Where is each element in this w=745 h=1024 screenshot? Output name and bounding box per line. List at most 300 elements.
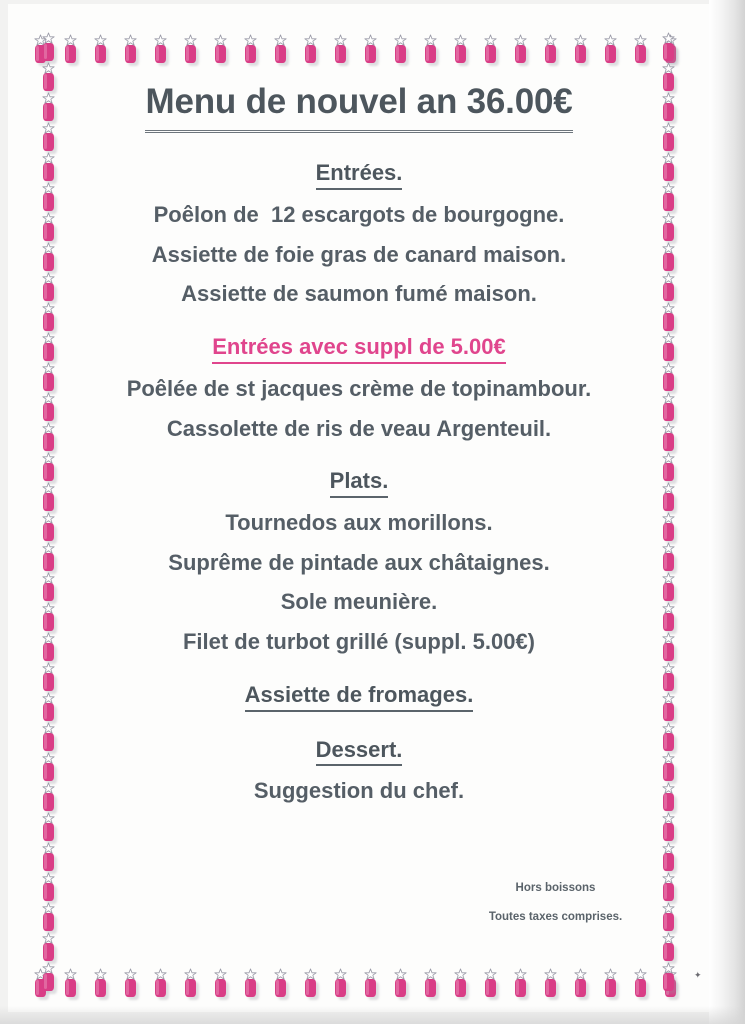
christmas-cracker-icon: [658, 362, 680, 392]
menu-item: Tournedos aux morillons.: [225, 509, 493, 535]
star-icon: [392, 34, 409, 49]
star-icon: [362, 968, 379, 983]
star-icon: [660, 842, 677, 857]
christmas-cracker-icon: [600, 968, 622, 998]
star-icon: [40, 422, 57, 437]
cracker-body: [663, 163, 674, 181]
cracker-body: [485, 45, 496, 63]
star-icon: [92, 968, 109, 983]
star-icon: [660, 392, 677, 407]
cracker-body: [43, 733, 54, 751]
cracker-body: [43, 943, 54, 961]
christmas-cracker-icon: [38, 212, 60, 242]
star-icon: [392, 968, 409, 983]
christmas-cracker-icon: [38, 122, 60, 152]
cracker-body: [275, 45, 286, 63]
christmas-cracker-icon: [38, 392, 60, 422]
menu-sections: [78, 141, 640, 810]
star-icon: [40, 182, 57, 197]
star-icon: [32, 34, 49, 49]
cracker-body: [43, 163, 54, 181]
cracker-body: [663, 493, 674, 511]
scan-edge-shadow-right: [709, 0, 745, 1024]
star-icon: [602, 34, 619, 49]
christmas-cracker-icon: [38, 962, 60, 992]
cracker-body: [365, 45, 376, 63]
christmas-cracker-icon: [660, 968, 682, 998]
cracker-body: [43, 463, 54, 481]
cracker-body: [663, 193, 674, 211]
star-icon: [40, 482, 57, 497]
christmas-cracker-icon: [38, 902, 60, 932]
star-icon: [662, 968, 679, 983]
footnote-text: Toutes taxes comprises.: [488, 910, 623, 923]
star-icon: [40, 212, 57, 227]
star-icon: [660, 362, 677, 377]
star-icon: [302, 968, 319, 983]
christmas-cracker-icon: [658, 152, 680, 182]
star-icon: [40, 662, 57, 677]
menu-section-entrees: [78, 141, 640, 196]
star-icon: [212, 968, 229, 983]
star-icon: [40, 842, 57, 857]
star-icon: [660, 512, 677, 527]
menu-item: Poêlon de 12 escargots de bourgogne.: [153, 201, 565, 227]
cracker-body: [663, 943, 674, 961]
christmas-cracker-icon: [658, 122, 680, 152]
christmas-cracker-icon: [38, 842, 60, 872]
star-icon: [242, 34, 259, 49]
cracker-body: [43, 193, 54, 211]
cracker-body: [43, 583, 54, 601]
christmas-cracker-icon: [38, 632, 60, 662]
star-icon: [660, 92, 677, 107]
star-icon: [242, 968, 259, 983]
cracker-body: [95, 45, 106, 63]
cracker-body: [575, 979, 586, 997]
cracker-body: [663, 613, 674, 631]
star-icon: [542, 34, 559, 49]
star-icon: [422, 34, 439, 49]
cracker-body: [43, 343, 54, 361]
section-heading-fromages: Assiette de fromages.: [245, 681, 474, 712]
christmas-cracker-icon: [240, 968, 262, 998]
star-icon: [660, 932, 677, 947]
cracker-body: [605, 45, 616, 63]
cracker-body: [663, 103, 674, 121]
cracker-body: [65, 45, 76, 63]
cracker-body: [663, 703, 674, 721]
christmas-cracker-icon: [150, 968, 172, 998]
star-icon: [660, 692, 677, 707]
star-icon: [152, 968, 169, 983]
cracker-body: [635, 979, 646, 997]
star-icon: [182, 968, 199, 983]
cracker-body: [305, 979, 316, 997]
cracker-body: [515, 979, 526, 997]
christmas-cracker-icon: [90, 968, 112, 998]
cracker-body: [605, 979, 616, 997]
cracker-body: [635, 45, 646, 63]
christmas-cracker-icon: [658, 632, 680, 662]
cracker-body: [665, 45, 676, 63]
christmas-cracker-icon: [360, 34, 382, 64]
christmas-cracker-icon: [38, 62, 60, 92]
star-icon: [40, 62, 57, 77]
star-icon: [40, 392, 57, 407]
christmas-cracker-icon: [480, 34, 502, 64]
christmas-cracker-icon: [658, 452, 680, 482]
cracker-body: [43, 853, 54, 871]
cracker-body: [663, 793, 674, 811]
christmas-cracker-icon: [658, 512, 680, 542]
star-icon: [122, 968, 139, 983]
star-icon: [40, 752, 57, 767]
star-icon: [660, 332, 677, 347]
star-icon: [62, 34, 79, 49]
star-icon: [40, 302, 57, 317]
christmas-cracker-icon: [30, 968, 52, 998]
cracker-body: [65, 979, 76, 997]
christmas-cracker-icon: [658, 182, 680, 212]
christmas-cracker-icon: [658, 212, 680, 242]
cracker-body: [485, 979, 496, 997]
star-icon: [660, 722, 677, 737]
star-icon: [660, 32, 677, 47]
cracker-body: [663, 763, 674, 781]
section-heading-dessert: Dessert.: [316, 736, 403, 767]
star-icon: [272, 34, 289, 49]
cracker-body: [335, 45, 346, 63]
cracker-body: [663, 823, 674, 841]
star-icon: [660, 632, 677, 647]
cracker-body: [663, 373, 674, 391]
cracker-body: [43, 493, 54, 511]
christmas-cracker-icon: [38, 722, 60, 752]
christmas-cracker-icon: [658, 662, 680, 692]
cracker-body: [155, 45, 166, 63]
cracker-body: [43, 403, 54, 421]
christmas-cracker-icon: [38, 182, 60, 212]
christmas-cracker-icon: [38, 932, 60, 962]
cracker-body: [43, 133, 54, 151]
cracker-body: [43, 673, 54, 691]
star-icon: [660, 962, 677, 977]
star-icon: [660, 602, 677, 617]
cracker-body: [43, 553, 54, 571]
christmas-cracker-icon: [38, 512, 60, 542]
christmas-cracker-icon: [38, 812, 60, 842]
footnote-text: Hors boissons: [515, 882, 596, 894]
star-icon: [452, 968, 469, 983]
cracker-body: [663, 553, 674, 571]
menu-item: Suprême de pintade aux châtaignes.: [168, 549, 550, 575]
christmas-cracker-icon: [600, 34, 622, 64]
cracker-body: [395, 979, 406, 997]
christmas-cracker-icon: [38, 242, 60, 272]
cracker-body: [545, 979, 556, 997]
star-icon: [40, 572, 57, 587]
christmas-cracker-icon: [658, 692, 680, 722]
page-title: Menu de nouvel an 36.00€: [145, 82, 572, 133]
cracker-body: [43, 223, 54, 241]
star-icon: [40, 152, 57, 167]
cracker-body: [43, 103, 54, 121]
star-icon: [660, 212, 677, 227]
star-icon: [212, 34, 229, 49]
cracker-body: [43, 313, 54, 331]
star-icon: [40, 92, 57, 107]
star-icon: [40, 872, 57, 887]
cracker-body: [663, 523, 674, 541]
menu-footnotes: [438, 874, 673, 932]
christmas-cracker-icon: [38, 152, 60, 182]
christmas-cracker-icon: [38, 482, 60, 512]
cracker-body: [663, 673, 674, 691]
christmas-cracker-icon: [120, 34, 142, 64]
cracker-body: [43, 43, 54, 61]
christmas-cracker-icon: [658, 32, 680, 62]
cracker-body: [663, 643, 674, 661]
cracker-body: [663, 223, 674, 241]
star-icon: [182, 34, 199, 49]
cracker-body: [663, 853, 674, 871]
star-icon: [40, 962, 57, 977]
menu-item: Assiette de foie gras de canard maison.: [151, 241, 567, 267]
star-icon: [660, 572, 677, 587]
cracker-body: [335, 979, 346, 997]
cracker-body: [455, 979, 466, 997]
cracker-body: [155, 979, 166, 997]
star-icon: [40, 332, 57, 347]
star-icon: [422, 968, 439, 983]
star-icon: [40, 932, 57, 947]
christmas-cracker-icon: [30, 34, 52, 64]
christmas-cracker-icon: [658, 542, 680, 572]
decorative-border-bottom: [30, 966, 688, 1000]
christmas-cracker-icon: [630, 968, 652, 998]
christmas-cracker-icon: [38, 662, 60, 692]
menu-item: Poêlée de st jacques crème de topinambour.: [126, 375, 592, 401]
menu-content: [78, 82, 640, 812]
christmas-cracker-icon: [658, 392, 680, 422]
section-heading-entrees-supplement: Entrées avec suppl de 5.00€: [212, 333, 506, 364]
christmas-cracker-icon: [390, 968, 412, 998]
cracker-body: [663, 283, 674, 301]
star-icon: [152, 34, 169, 49]
christmas-cracker-icon: [658, 92, 680, 122]
cracker-body: [43, 883, 54, 901]
star-icon: [452, 34, 469, 49]
cracker-body: [95, 979, 106, 997]
star-icon: [40, 902, 57, 917]
star-icon: [512, 34, 529, 49]
star-icon: [40, 542, 57, 557]
cracker-body: [663, 403, 674, 421]
star-icon: [660, 542, 677, 557]
star-icon: [660, 812, 677, 827]
christmas-cracker-icon: [38, 332, 60, 362]
star-icon: [572, 34, 589, 49]
cracker-body: [43, 703, 54, 721]
christmas-cracker-icon: [38, 872, 60, 902]
star-icon: [660, 242, 677, 257]
star-icon: [512, 968, 529, 983]
star-icon: [660, 752, 677, 767]
christmas-cracker-icon: [658, 812, 680, 842]
christmas-cracker-icon: [300, 968, 322, 998]
christmas-cracker-icon: [38, 452, 60, 482]
cracker-body: [663, 733, 674, 751]
cracker-body: [663, 313, 674, 331]
menu-section-entrees-supplement: [78, 315, 640, 370]
star-icon: [632, 34, 649, 49]
christmas-cracker-icon: [180, 34, 202, 64]
christmas-cracker-icon: [330, 34, 352, 64]
christmas-cracker-icon: [510, 968, 532, 998]
cracker-body: [43, 613, 54, 631]
star-icon: [40, 812, 57, 827]
cracker-body: [663, 583, 674, 601]
star-icon: [332, 968, 349, 983]
christmas-cracker-icon: [510, 34, 532, 64]
star-icon: [40, 362, 57, 377]
christmas-cracker-icon: [658, 302, 680, 332]
christmas-cracker-icon: [210, 968, 232, 998]
christmas-cracker-icon: [450, 968, 472, 998]
cracker-body: [125, 45, 136, 63]
star-icon: [572, 968, 589, 983]
christmas-cracker-icon: [90, 34, 112, 64]
decorative-border-left: [34, 32, 68, 1000]
cracker-body: [43, 523, 54, 541]
christmas-cracker-icon: [270, 34, 292, 64]
christmas-cracker-icon: [658, 602, 680, 632]
star-icon: [32, 968, 49, 983]
christmas-cracker-icon: [180, 968, 202, 998]
cracker-body: [43, 823, 54, 841]
christmas-cracker-icon: [150, 34, 172, 64]
star-icon: [632, 968, 649, 983]
cracker-body: [43, 763, 54, 781]
menu-section-dessert: [78, 718, 640, 773]
cracker-body: [43, 373, 54, 391]
cracker-body: [455, 45, 466, 63]
star-icon: [40, 242, 57, 257]
christmas-cracker-icon: [38, 782, 60, 812]
scan-artifact-mark: ✦: [694, 970, 702, 980]
christmas-cracker-icon: [38, 602, 60, 632]
star-icon: [660, 62, 677, 77]
star-icon: [40, 782, 57, 797]
christmas-cracker-icon: [658, 842, 680, 872]
christmas-cracker-icon: [38, 542, 60, 572]
star-icon: [660, 152, 677, 167]
cracker-body: [575, 45, 586, 63]
christmas-cracker-icon: [38, 92, 60, 122]
star-icon: [482, 968, 499, 983]
christmas-cracker-icon: [658, 572, 680, 602]
christmas-cracker-icon: [60, 34, 82, 64]
christmas-cracker-icon: [658, 752, 680, 782]
cracker-body: [43, 253, 54, 271]
christmas-cracker-icon: [658, 962, 680, 992]
cracker-body: [425, 45, 436, 63]
cracker-body: [245, 45, 256, 63]
christmas-cracker-icon: [540, 968, 562, 998]
christmas-cracker-icon: [658, 272, 680, 302]
cracker-body: [185, 979, 196, 997]
christmas-cracker-icon: [38, 692, 60, 722]
menu-title-wrap: [78, 82, 640, 141]
cracker-body: [215, 979, 226, 997]
menu-item: Filet de turbot grillé (suppl. 5.00€): [182, 629, 536, 655]
christmas-cracker-icon: [540, 34, 562, 64]
cracker-body: [663, 43, 674, 61]
christmas-cracker-icon: [240, 34, 262, 64]
star-icon: [40, 692, 57, 707]
cracker-body: [43, 283, 54, 301]
christmas-cracker-icon: [38, 752, 60, 782]
christmas-cracker-icon: [210, 34, 232, 64]
cracker-body: [425, 979, 436, 997]
star-icon: [660, 782, 677, 797]
cracker-body: [545, 45, 556, 63]
star-icon: [660, 422, 677, 437]
cracker-body: [663, 463, 674, 481]
scan-edge-shadow-bottom: [0, 1006, 745, 1024]
section-heading-plats: Plats.: [330, 467, 389, 498]
cracker-body: [665, 979, 676, 997]
christmas-cracker-icon: [658, 332, 680, 362]
menu-section-fromages: [78, 663, 640, 718]
cracker-body: [43, 73, 54, 91]
menu-item: Cassolette de ris de veau Argenteuil.: [166, 415, 552, 441]
star-icon: [482, 34, 499, 49]
star-icon: [542, 968, 559, 983]
cracker-body: [365, 979, 376, 997]
star-icon: [660, 302, 677, 317]
christmas-cracker-icon: [658, 422, 680, 452]
christmas-cracker-icon: [570, 968, 592, 998]
star-icon: [660, 452, 677, 467]
star-icon: [302, 34, 319, 49]
cracker-body: [663, 433, 674, 451]
cracker-body: [43, 913, 54, 931]
christmas-cracker-icon: [38, 272, 60, 302]
christmas-cracker-icon: [390, 34, 412, 64]
christmas-cracker-icon: [658, 722, 680, 752]
star-icon: [602, 968, 619, 983]
cracker-body: [663, 73, 674, 91]
star-icon: [272, 968, 289, 983]
menu-page: [8, 4, 710, 1012]
christmas-cracker-icon: [60, 968, 82, 998]
christmas-cracker-icon: [420, 34, 442, 64]
star-icon: [362, 34, 379, 49]
christmas-cracker-icon: [570, 34, 592, 64]
cracker-body: [35, 45, 46, 63]
christmas-cracker-icon: [658, 932, 680, 962]
christmas-cracker-icon: [658, 482, 680, 512]
menu-item: Assiette de saumon fumé maison.: [181, 281, 537, 307]
star-icon: [662, 34, 679, 49]
star-icon: [40, 272, 57, 287]
star-icon: [660, 122, 677, 137]
star-icon: [660, 272, 677, 287]
cracker-body: [125, 979, 136, 997]
christmas-cracker-icon: [38, 32, 60, 62]
